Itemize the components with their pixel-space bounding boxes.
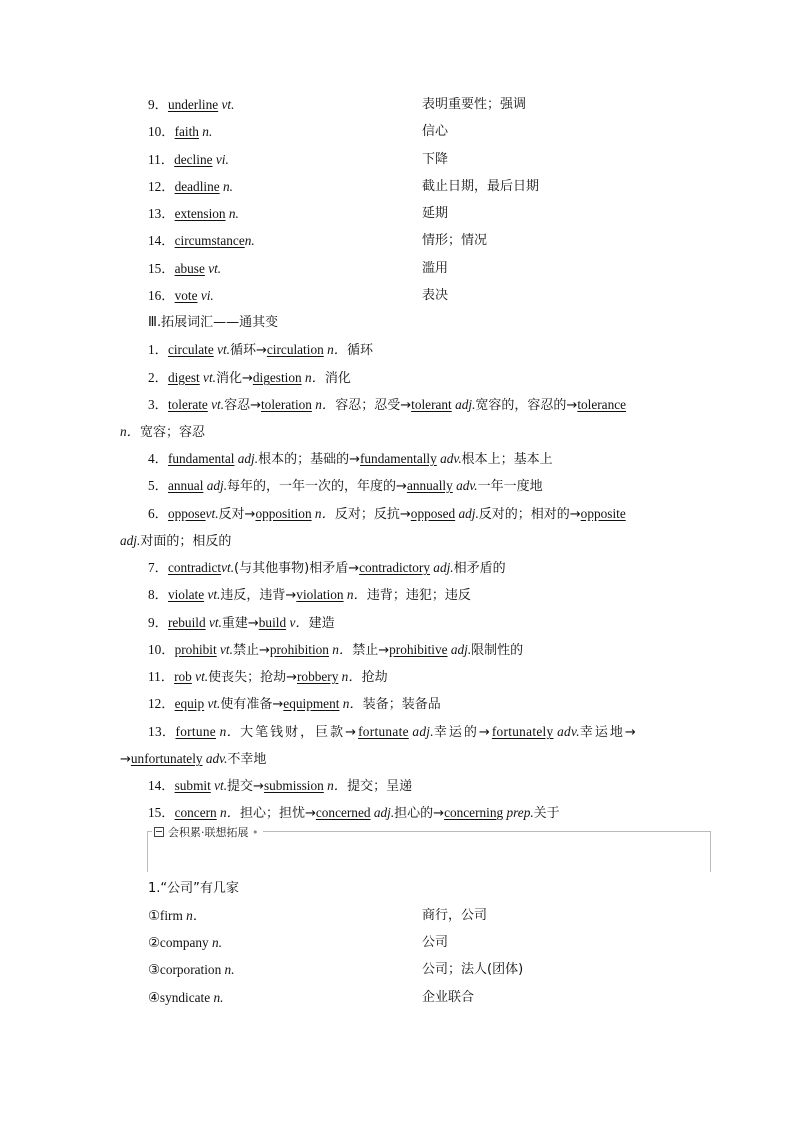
meaning: 违反，违背→ (220, 588, 297, 603)
item-number: ④ (148, 990, 160, 1005)
part-of-speech: n． (328, 642, 353, 657)
vocab-row (148, 287, 214, 305)
meaning: 幸运的→ (433, 725, 492, 740)
word: toleration (260, 397, 312, 412)
word: robbery (297, 669, 339, 684)
vocab-row (148, 96, 234, 114)
word: prohibition (269, 642, 329, 657)
meaning: 反对的；相对的→ (478, 507, 581, 522)
item-number: 16． (148, 288, 175, 303)
part-of-speech: adj. (234, 451, 259, 466)
meaning: 提交→ (227, 779, 264, 794)
part-of-speech: vt. (205, 506, 219, 521)
part-of-speech: n. (210, 990, 224, 1005)
vocab-word: deadline (174, 179, 220, 194)
part-of-speech: n． (216, 724, 241, 739)
word: tolerate (167, 397, 208, 412)
word: build (258, 615, 287, 630)
item-number: 9． (148, 97, 168, 112)
meaning: 一年一度地 (477, 479, 543, 494)
word: corporation (159, 962, 222, 977)
part-of-speech: adv. (202, 751, 228, 766)
derivation-line (148, 614, 335, 633)
word: concerned (315, 805, 371, 820)
meaning: 使丧失；抢劫→ (208, 670, 297, 685)
meaning: 重建→ (221, 616, 259, 631)
derivation-line (148, 586, 471, 605)
word: submit (174, 778, 211, 793)
item-number: 6． (148, 506, 168, 521)
vocab-row (148, 205, 239, 223)
meaning: 容忍→ (224, 398, 261, 413)
derivation-line (148, 341, 373, 360)
vocab-meaning: 表决 (422, 288, 449, 303)
part-of-speech: vt. (208, 261, 222, 276)
item-number: 11． (148, 152, 175, 167)
part-of-speech: n． (338, 669, 362, 684)
part-of-speech: vi. (215, 152, 229, 167)
derivation-line (148, 804, 560, 823)
derivation-line (148, 369, 351, 388)
part-of-speech: n. (244, 233, 255, 248)
derivation-line (148, 723, 638, 742)
company-row (148, 934, 222, 952)
part-of-speech: adv. (452, 478, 478, 493)
part-of-speech: n． (311, 397, 336, 412)
vocab-word: decline (174, 152, 213, 167)
meaning: 消化→ (215, 371, 253, 386)
part-of-speech: vt. (221, 560, 235, 575)
company-meaning: 企业联合 (422, 990, 475, 1005)
part-of-speech: n. (228, 206, 239, 221)
derivation-line (148, 777, 412, 796)
meaning: 循环 (347, 343, 374, 358)
vocab-word: vote (174, 288, 198, 303)
part-of-speech: n． (311, 506, 335, 521)
meaning: 抢劫 (361, 670, 388, 685)
word: contradictory (359, 560, 430, 575)
part-of-speech: adj. (455, 506, 479, 521)
word: unfortunately (130, 751, 203, 766)
word: oppose (167, 506, 206, 521)
extension-box-title: 会积累·联想拓展 (168, 826, 249, 839)
word: fortunate (358, 724, 409, 739)
word: company (159, 935, 209, 950)
item-number: 10． (148, 642, 175, 657)
item-number: 4． (148, 451, 168, 466)
vocab-row (148, 151, 229, 169)
part-of-speech: n． (216, 805, 240, 820)
vocab-row (148, 178, 233, 196)
meaning: 关于 (533, 806, 560, 821)
item-number: 1． (148, 342, 168, 357)
item-number: 15． (148, 805, 175, 820)
word: tolerance (577, 397, 627, 412)
part-of-speech: vt. (221, 97, 235, 112)
meaning: 使有准备→ (220, 697, 284, 712)
word: fundamental (167, 451, 235, 466)
meaning: 宽容的，容忍的→ (475, 398, 578, 413)
part-of-speech: adj. (120, 533, 141, 548)
part-of-speech: n． (339, 696, 363, 711)
item-number: 5． (148, 478, 168, 493)
word: digest (167, 370, 200, 385)
vocab-meaning: 信心 (422, 124, 449, 139)
word: circulate (167, 342, 214, 357)
meaning: 担心；担忧→ (239, 806, 316, 821)
derivation-line (148, 477, 543, 496)
part-of-speech: adj. (408, 724, 434, 739)
part-of-speech: n． (343, 587, 367, 602)
part-of-speech: v． (286, 615, 309, 630)
vocab-row (148, 260, 221, 278)
company-meaning: 公司 (422, 935, 449, 950)
vocab-meaning: 下降 (422, 152, 449, 167)
company-row (148, 907, 206, 925)
meaning: 每年的，一年一次的，年度的→ (227, 479, 407, 494)
part-of-speech: n. (208, 935, 222, 950)
vocab-meaning: 滥用 (422, 261, 449, 276)
vocab-word: extension (174, 206, 226, 221)
company-row (148, 989, 223, 1007)
item-number: 12． (148, 179, 175, 194)
meaning: 限制性的 (471, 643, 524, 658)
part-of-speech: adv. (436, 451, 462, 466)
part-of-speech: n． (120, 424, 140, 439)
item-number: ① (148, 908, 160, 923)
part-of-speech: adj. (203, 478, 228, 493)
word: submission (263, 778, 324, 793)
derivation-line-continued: →unfortunately adv.不幸地 (120, 751, 267, 767)
meaning: 根本上；基本上 (461, 452, 553, 467)
part-of-speech: n． (182, 908, 207, 923)
meaning: 相矛盾的 (453, 561, 506, 576)
word: equip (174, 696, 205, 711)
meaning: 不幸地 (227, 752, 267, 767)
part-of-speech: n. (221, 962, 235, 977)
meaning: 禁止→ (352, 643, 390, 658)
derivation-line (148, 559, 506, 578)
word: tolerant (411, 397, 452, 412)
part-of-speech: vt. (217, 342, 230, 357)
item-number: 14． (148, 233, 175, 248)
meaning: 禁止→ (232, 643, 270, 658)
word: opposite (580, 506, 626, 521)
word: prohibitive (389, 642, 448, 657)
meaning: 装备；装备品 (362, 697, 441, 712)
part-of-speech: n. (222, 179, 233, 194)
part-of-speech: n． (301, 370, 325, 385)
part-of-speech: prep. (503, 805, 534, 820)
item-number: 14． (148, 778, 175, 793)
vocab-row (148, 123, 212, 141)
word: concerning (444, 805, 504, 820)
vocab-word: abuse (174, 261, 205, 276)
meaning: 根本的；基础的→ (258, 452, 360, 467)
item-number: 13． (148, 724, 176, 739)
group-title: 1.“公司”有几家 (148, 881, 239, 896)
meaning: 幸运地→ (579, 725, 638, 740)
word: fundamentally (359, 451, 437, 466)
part-of-speech: adj. (370, 805, 395, 820)
part-of-speech: n． (323, 778, 348, 793)
meaning: 循环→ (229, 343, 267, 358)
part-of-speech: n. (202, 124, 213, 139)
word: violate (167, 587, 205, 602)
item-number: 15． (148, 261, 175, 276)
word: contradict (167, 560, 222, 575)
word: concern (174, 805, 217, 820)
word: annually (406, 478, 453, 493)
derivation-line (148, 450, 553, 469)
vocab-meaning: 截止日期，最后日期 (422, 179, 540, 194)
meaning: 反对；反抗→ (334, 507, 411, 522)
word: prohibit (174, 642, 217, 657)
meaning: 违背；违犯；违反 (366, 588, 471, 603)
part-of-speech: adv. (553, 724, 580, 739)
meaning: 宽容；容忍 (139, 425, 205, 440)
meaning: 建造 (308, 616, 335, 631)
part-of-speech: n． (323, 342, 348, 357)
part-of-speech: vt. (205, 615, 222, 630)
word: rob (174, 669, 192, 684)
section-title: Ⅲ.拓展词汇——通其变 (148, 315, 279, 330)
part-of-speech: vi. (200, 288, 214, 303)
part-of-speech: vt. (211, 397, 225, 412)
meaning: 反对→ (218, 507, 256, 522)
item-number: 9． (148, 615, 168, 630)
item-number: 11． (148, 669, 175, 684)
derivation-line (148, 641, 523, 660)
part-of-speech: vt. (216, 642, 233, 657)
company-row (148, 961, 235, 979)
part-of-speech: adj. (429, 560, 454, 575)
word: opposition (255, 506, 312, 521)
part-of-speech: vt. (203, 370, 216, 385)
word: annual (167, 478, 204, 493)
meaning: 大笔钱财，巨款→ (240, 725, 359, 740)
company-meaning: 商行，公司 (422, 908, 488, 923)
part-of-speech: vt. (204, 587, 221, 602)
item-number: 12． (148, 696, 175, 711)
item-number: ③ (148, 962, 160, 977)
part-of-speech: adj. (447, 642, 472, 657)
derivation-line (148, 668, 388, 687)
meaning: (与其他事物)相矛盾→ (234, 561, 360, 576)
vocab-meaning: 表明重要性；强调 (422, 97, 527, 112)
word: fortunately (491, 724, 554, 739)
item-number: 10． (148, 124, 175, 139)
item-number: 2． (148, 370, 168, 385)
part-of-speech: vt. (210, 778, 228, 793)
item-number: 3． (148, 397, 168, 412)
word: firm (159, 908, 183, 923)
derivation-line (148, 695, 441, 714)
derivation-line-continued (120, 532, 231, 551)
meaning: 提交；呈递 (347, 779, 413, 794)
word: syndicate (159, 990, 211, 1005)
vocab-meaning: 情形；情况 (422, 233, 488, 248)
derivation-line-continued (120, 423, 205, 442)
minus-square-icon (154, 827, 164, 837)
vocab-word: faith (174, 124, 199, 139)
word: violation (296, 587, 344, 602)
part-of-speech: vt. (204, 696, 221, 711)
word: opposed (410, 506, 456, 521)
company-meaning: 公司；法人(团体) (422, 962, 524, 977)
word: fortune (175, 724, 216, 739)
vocab-word: circumstance (174, 233, 245, 248)
meaning: 容忍；忍受→ (335, 398, 412, 413)
extension-box-header: 会积累·联想拓展 • (152, 826, 263, 840)
word: digestion (252, 370, 302, 385)
derivation-line (148, 396, 626, 415)
meaning: 对面的；相反的 (140, 534, 232, 549)
word: equipment (283, 696, 340, 711)
meaning: 担心的→ (394, 806, 445, 821)
item-number: 7． (148, 560, 168, 575)
word: rebuild (167, 615, 206, 630)
word: circulation (266, 342, 324, 357)
item-number: 8． (148, 587, 168, 602)
vocab-row (148, 232, 255, 250)
vocab-word: underline (167, 97, 219, 112)
vocab-meaning: 延期 (422, 206, 449, 221)
item-number: ② (148, 935, 160, 950)
derivation-line (148, 505, 626, 524)
part-of-speech: adj. (451, 397, 476, 412)
meaning: 消化 (324, 371, 351, 386)
item-number: 13． (148, 206, 175, 221)
part-of-speech: vt. (191, 669, 209, 684)
